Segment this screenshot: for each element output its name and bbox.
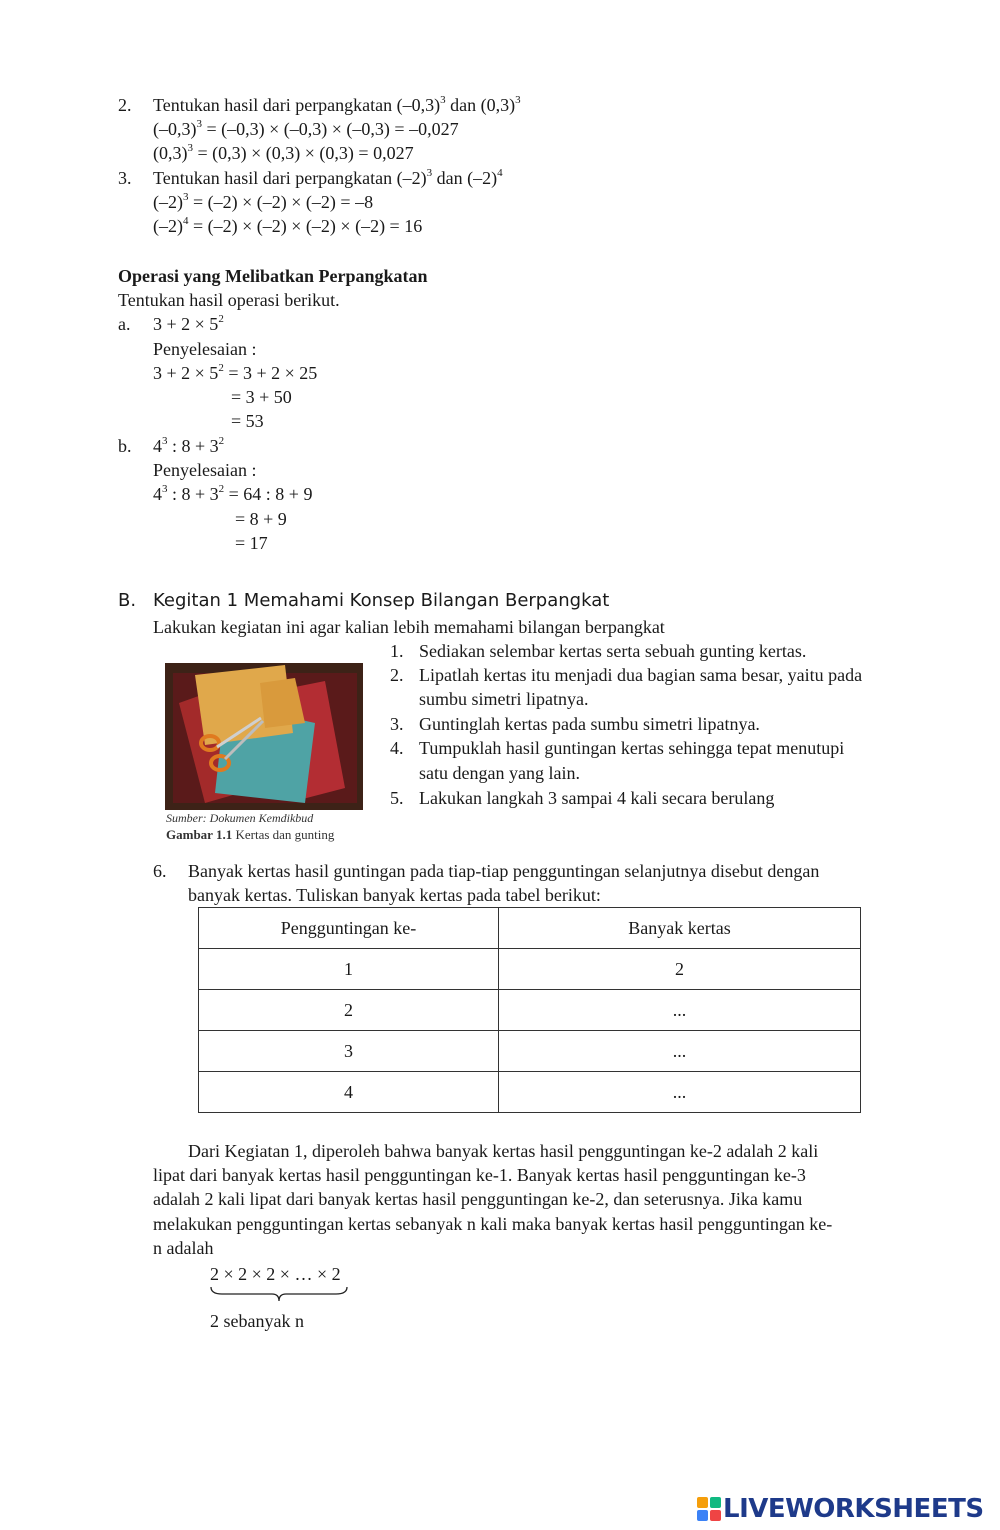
step-4-text-line-2: satu dengan yang lain. <box>419 763 580 783</box>
part-a-step-2: = 3 + 50 <box>231 387 292 407</box>
part-a-label: a. <box>118 314 131 334</box>
step-2-number: 2. <box>390 665 404 685</box>
table-cell-banyak-kertas[interactable]: ... <box>499 1072 861 1113</box>
part-b-solution-label: Penyelesaian : <box>153 460 257 480</box>
brace-label: 2 sebanyak n <box>210 1311 304 1331</box>
item-2-line-2: $(0,3)^3 = (0,3) \times (0,3) \times (0,3) = 0,027$ <box>153 142 414 163</box>
part-b-step-1: $4^3$ : $8 + 3^2 = 64$ : 8 + 9 <box>153 483 313 504</box>
table-cell-pengguntingan: 1 <box>199 949 499 990</box>
paper-scissors-illustration <box>165 663 363 810</box>
table-cell-pengguntingan: 3 <box>199 1031 499 1072</box>
part-a-solution-label: Penyelesaian : <box>153 339 257 359</box>
table-header-pengguntingan: Pengguntingan ke- <box>199 908 499 949</box>
table-row <box>199 990 861 1031</box>
item-3-number: 3. <box>118 168 132 188</box>
table-cell-pengguntingan: 2 <box>199 990 499 1031</box>
step-6-text-line-2: banyak kertas. Tuliskan banyak kertas pada tabel berikut: <box>188 885 601 905</box>
part-a-step-3: = 53 <box>231 411 264 431</box>
cutting-table <box>198 907 861 1113</box>
paragraph-line-5: n adalah <box>153 1238 214 1258</box>
table-cell-pengguntingan: 4 <box>199 1072 499 1113</box>
figure-source: Sumber: Dokumen Kemdikbud <box>166 811 314 825</box>
liveworksheets-logo[interactable] <box>697 1494 984 1524</box>
item-3-line-1: $(-2)^3 = (-2) \times (-2) \times (-2) = -8$ <box>153 191 374 212</box>
step-6-text-line-1: Banyak kertas hasil guntingan pada tiap-tiap pengguntingan selanjutnya disebut dengan <box>188 861 820 881</box>
table-cell-banyak-kertas[interactable]: 2 <box>499 949 861 990</box>
item-3-question: Tentukan hasil dari perpangkatan $(-2)^3$ dan $(-2)^4$ <box>153 167 503 188</box>
step-5-number: 5. <box>390 788 404 808</box>
part-b-step-3: = 17 <box>235 533 268 553</box>
table-row <box>199 1072 861 1113</box>
item-2-number: 2. <box>118 95 132 115</box>
step-3-number: 3. <box>390 714 404 734</box>
section-b-letter: B. <box>118 590 137 611</box>
section-b-title: Kegitan 1 Memahami Konsep Bilangan Berpangkat <box>153 590 610 611</box>
paper-scissors-photo <box>165 663 363 810</box>
part-a-expression: $3 + 2 \times 5^2$ <box>153 313 224 334</box>
part-b-step-2: = 8 + 9 <box>235 509 287 529</box>
table-row <box>199 949 861 990</box>
figure-caption: Gambar 1.1 Kertas dan gunting <box>166 827 335 842</box>
part-b-expression: $4^3$ : $8 + 3^2$ <box>153 435 225 456</box>
step-3-text: Guntinglah kertas pada sumbu simetri lipatnya. <box>419 714 760 734</box>
paragraph-line-4: melakukan pengguntingan kertas sebanyak n kali maka banyak kertas hasil pengguntingan ke- <box>153 1214 833 1234</box>
liveworksheets-logo-text: LIVEWORKSHEETS <box>723 1494 984 1524</box>
table-header-banyak-kertas: Banyak kertas <box>499 908 861 949</box>
paragraph-line-2: lipat dari banyak kertas hasil pengguntingan ke-1. Banyak kertas hasil pengguntingan ke-3 <box>153 1165 806 1185</box>
underbrace-icon <box>210 1285 348 1303</box>
step-5-text: Lakukan langkah 3 sampai 4 kali secara berulang <box>419 788 775 808</box>
step-4-number: 4. <box>390 738 404 758</box>
table-cell-banyak-kertas[interactable]: ... <box>499 990 861 1031</box>
table-header-row <box>199 908 861 949</box>
liveworksheets-logo-icon <box>697 1497 721 1521</box>
step-1-number: 1. <box>390 641 404 661</box>
item-3-line-2: $(-2)^4 = (-2) \times (-2) \times (-2) \times (-2) = 16$ <box>153 215 423 236</box>
step-4-text-line-1: Tumpuklah hasil guntingan kertas sehingga tepat menutupi <box>419 738 845 758</box>
kegiatan-intro: Lakukan kegiatan ini agar kalian lebih memahami bilangan berpangkat <box>153 617 665 637</box>
step-1-text: Sediakan selembar kertas serta sebuah gunting kertas. <box>419 641 807 661</box>
step-2-text-line-2: sumbu simetri lipatnya. <box>419 689 589 709</box>
table-cell-banyak-kertas[interactable]: ... <box>499 1031 861 1072</box>
table-row <box>199 1031 861 1072</box>
part-a-step-1: $3 + 2 \times 5^2 = 3 + 2 \times 25$ <box>153 362 318 383</box>
paragraph-line-3: adalah 2 kali lipat dari banyak kertas hasil pengguntingan ke-2, dan seterusnya. Jika kamu <box>153 1189 803 1209</box>
product-formula: 2 × 2 × 2 × … × 2 <box>210 1264 341 1284</box>
step-2-text-line-1: Lipatlah kertas itu menjadi dua bagian sama besar, yaitu pada <box>419 665 863 685</box>
item-2-question: Tentukan hasil dari perpangkatan $(-0,3)^3$ dan $(0,3)^3$ <box>153 94 521 115</box>
step-6-number: 6. <box>153 861 167 881</box>
operasi-intro: Tentukan hasil operasi berikut. <box>118 290 340 310</box>
item-2-line-1: $(-0,3)^3 = (-0,3) \times (-0,3) \times (-0,3) = -0,027$ <box>153 118 459 139</box>
operasi-heading: Operasi yang Melibatkan Perpangkatan <box>118 266 428 286</box>
paragraph-line-1: Dari Kegiatan 1, diperoleh bahwa banyak kertas hasil pengguntingan ke-2 adalah 2 kali <box>188 1141 819 1161</box>
part-b-label: b. <box>118 436 132 456</box>
